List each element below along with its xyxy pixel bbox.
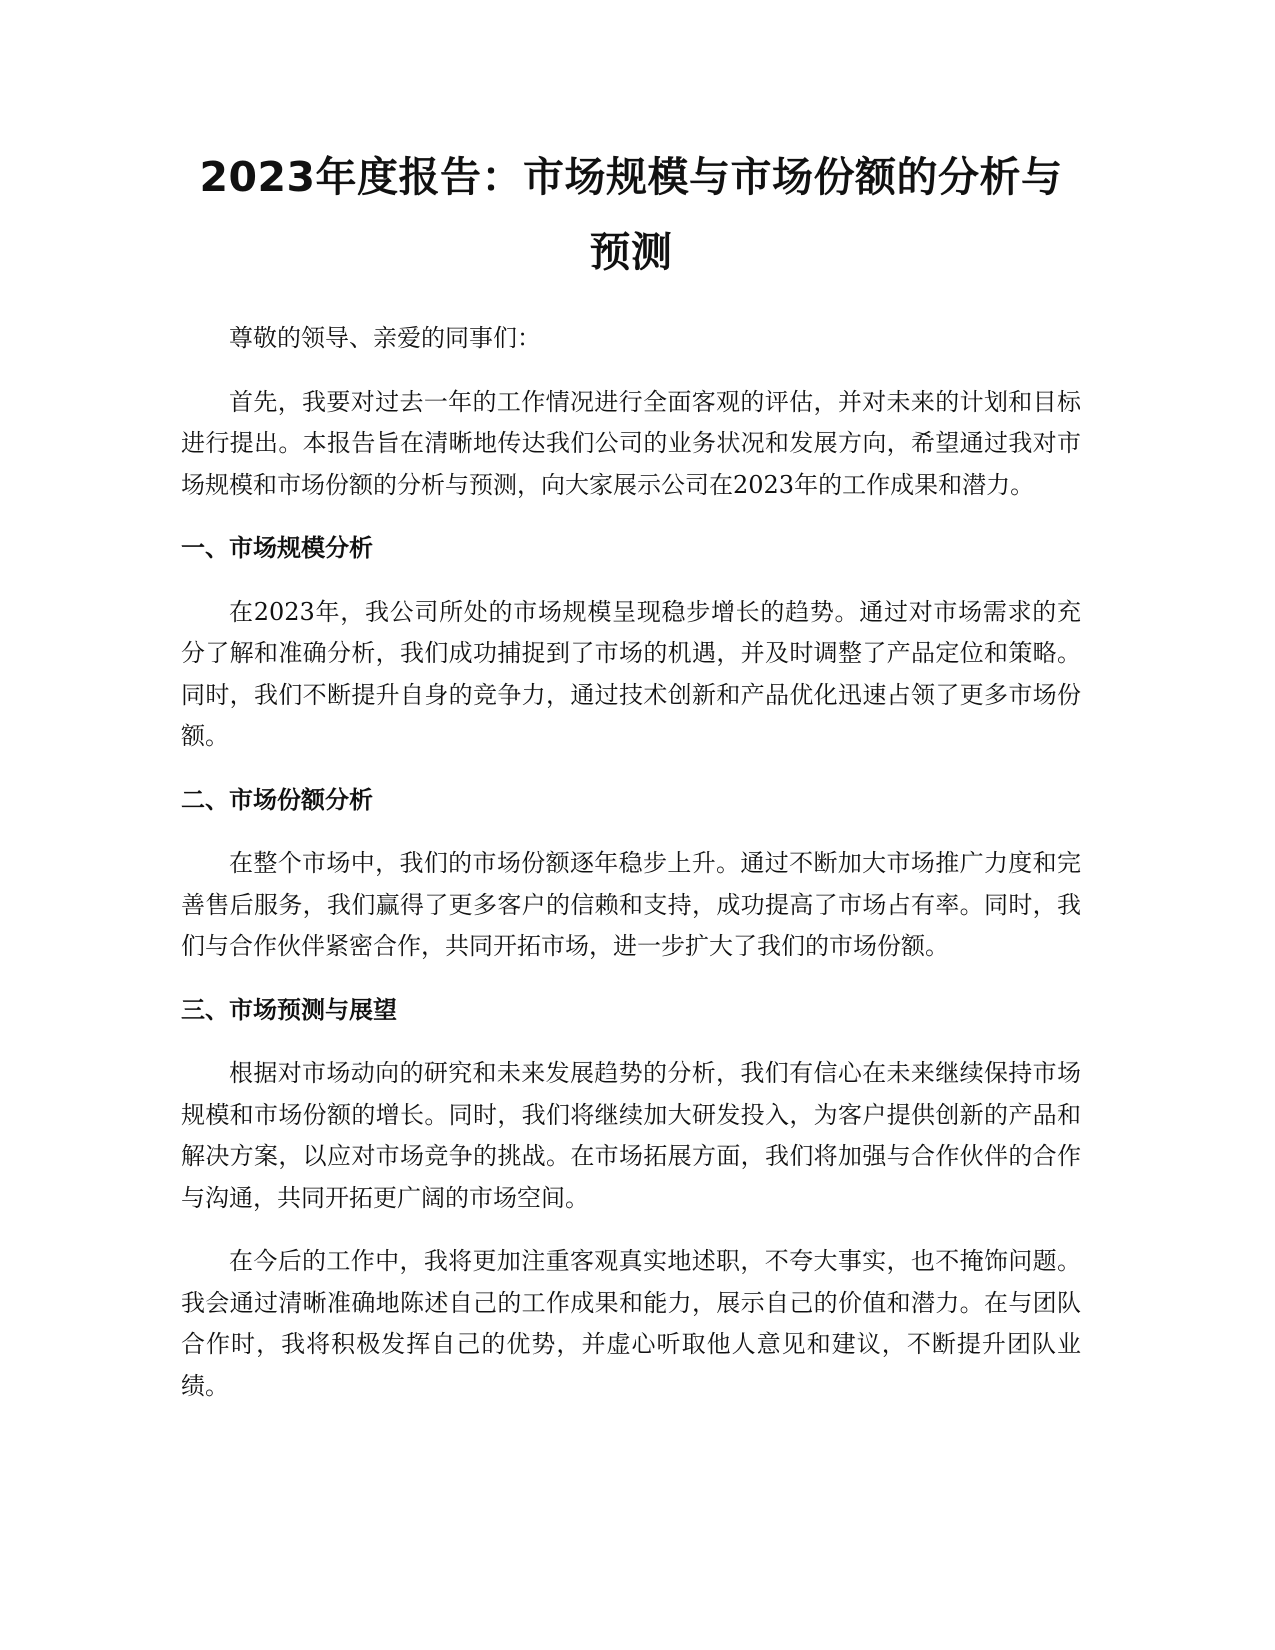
section-body: 在2023年，我公司所处的市场规模呈现稳步增长的趋势。通过对市场需求的充分了解和准确分析，我们成功捕捉到了市场的机遇，并及时调整了产品定位和策略。同时，我们不断提升自身的竞争力，通过技术创新和产品优化迅速占领了更多市场份额。 [181,597,1081,750]
section-market-size [181,528,1081,758]
document-title: 2023年度报告：市场规模与市场份额的分析与预测 [199,153,1063,276]
section-body: 在整个市场中，我们的市场份额逐年稳步上升。通过不断加大市场推广力度和完善售后服务，我们赢得了更多客户的信赖和支持，成功提高了市场占有率。同时，我们与合作伙伴紧密合作，共同开拓市场，进一步扩大了我们的市场份额。 [181,849,1081,960]
section-body: 根据对市场动向的研究和未来发展趋势的分析，我们有信心在未来继续保持市场规模和市场份额的增长。同时，我们将继续加大研发投入，为客户提供创新的产品和解决方案，以应对市场竞争的挑战。在市场拓展方面，我们将加强与合作伙伴的合作与沟通，共同开拓更广阔的市场空间。 [181,1059,1081,1212]
intro-paragraph: 首先，我要对过去一年的工作情况进行全面客观的评估，并对未来的计划和目标进行提出。本报告旨在清晰地传达我们公司的业务状况和发展方向，希望通过我对市场规模和市场份额的分析与预测，向大家展示公司在2023年的工作成果和潜力。 [181,387,1081,499]
section-market-share [181,780,1081,968]
document-page [181,140,1081,1429]
section-forecast [181,990,1081,1220]
section-heading: 二、市场份额分析 [181,785,373,814]
section-heading: 三、市场预测与展望 [181,995,397,1024]
greeting-paragraph: 尊敬的领导、亲爱的同事们： [229,324,541,352]
section-heading: 一、市场规模分析 [181,534,373,562]
closing-paragraph: 在今后的工作中，我将更加注重客观真实地述职，不夸大事实，也不掩饰问题。我会通过清晰准确地陈述自己的工作成果和能力，展示自己的价值和潜力。在与团队合作时，我将积极发挥自己的优势，并虚心听取他人意见和建议，不断提升团队业绩。 [181,1247,1081,1400]
